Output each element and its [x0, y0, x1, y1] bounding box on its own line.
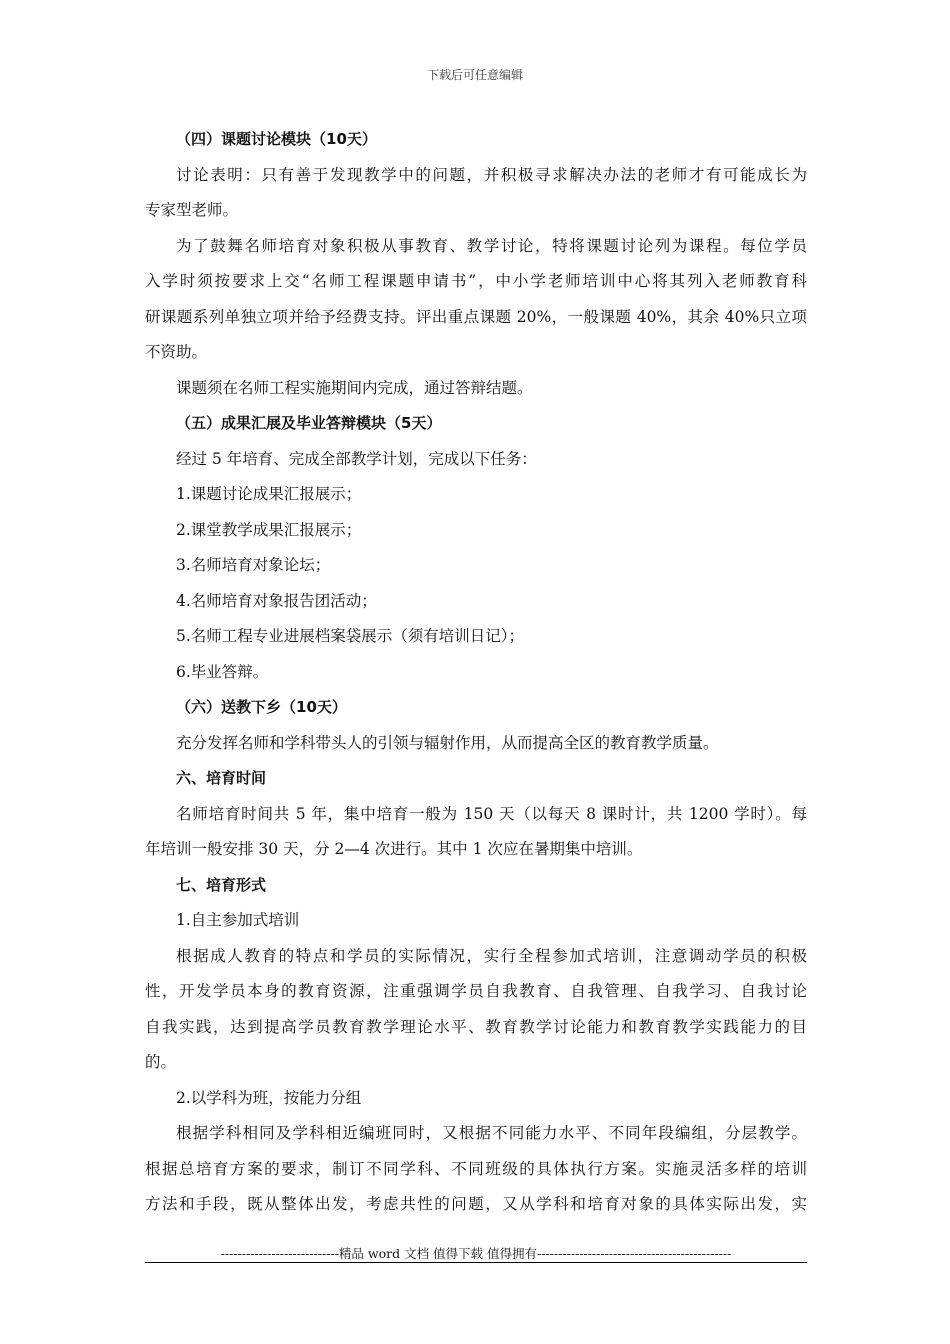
- footer-rule: [145, 1262, 807, 1263]
- paragraph-first-line: 讨论表明：只有善于发现教学中的问题，并积极寻求解决办法的老师才有可能成长为: [176, 165, 807, 184]
- paragraph-first-line: 3.名师培育对象论坛；: [176, 556, 331, 574]
- paragraph-first-line: 经过 5 年培育、完成全部教学计划，完成以下任务：: [176, 449, 537, 468]
- paragraph-first-line: 根据学科相同及学科相近编班同时，又根据不同能力水平、不同年段编组，分层教学。: [176, 1124, 807, 1142]
- paragraph-first-line: 5.名师工程专业进展档案袋展示（须有培训日记）；: [176, 627, 525, 645]
- paragraph-line: 的。: [145, 1053, 177, 1071]
- section-heading: 七、培育形式: [176, 875, 267, 894]
- paragraph-first-line: 根据成人教育的特点和学员的实际情况，实行全程参加式培训，注意调动学员的积极: [176, 946, 807, 965]
- section-heading: （六）送教下乡（10天）: [176, 698, 347, 716]
- paragraph-first-line: 2.课堂教学成果汇报展示；: [176, 520, 362, 539]
- paragraph-line: 根据总培育方案的要求，制订不同学科、不同班级的具体执行方案。实施灵活多样的培训: [145, 1159, 807, 1178]
- paragraph-line: 性，开发学员本身的教育资源，注重强调学员自我教育、自我管理、自我学习、自我讨论: [145, 982, 807, 1000]
- paragraph-first-line: 1.自主参加式培训: [176, 911, 300, 929]
- paragraph-line: 年培训一般安排 30 天，分 2—4 次进行。其中 1 次应在暑期集中培训。: [145, 840, 643, 858]
- paragraph-first-line: 充分发挥名师和学科带头人的引领与辐射作用，从而提高全区的教育教学质量。: [176, 733, 719, 752]
- document-body: [145, 122, 807, 1223]
- paragraph-first-line: 课题须在名师工程实施期间内完成，通过答辩结题。: [176, 378, 533, 397]
- page-footer: ----------------------------精品 word 文档 值得下载 值得拥有----------------------------------------------: [220, 1246, 732, 1261]
- section-heading: 六、培育时间: [176, 769, 267, 787]
- paragraph-first-line: 1.课题讨论成果汇报展示；: [176, 485, 362, 503]
- paragraph-line: 不资助。: [145, 343, 208, 361]
- paragraph-first-line: 4.名师培育对象报告团活动；: [176, 591, 377, 610]
- paragraph-line: 研课题系列单独立项并给予经费支持。评出重点课题 20%，一般课题 40%，其余 40%只立项: [145, 307, 807, 326]
- paragraph-line: 入学时须按要求上交“名师工程课题申请书”，中小学老师培训中心将其列入老师教育科: [145, 272, 807, 290]
- section-heading: （五）成果汇展及毕业答辩模块（5天）: [176, 414, 442, 432]
- paragraph-line: 方法和手段，既从整体出发，考虑共性的问题，又从学科和培育对象的具体实际出发，实: [145, 1195, 807, 1213]
- paragraph-line: 专家型老师。: [145, 201, 239, 219]
- paragraph-first-line: 为了鼓舞名师培育对象积极从事教育、教学讨论，特将课题讨论列为课程。每位学员: [176, 236, 807, 255]
- paragraph-first-line: 6.毕业答辩。: [176, 662, 269, 681]
- paragraph-first-line: 名师培育时间共 5 年，集中培育一般为 150 天（以每天 8 课时计，共 1200 学时）。每: [176, 804, 807, 823]
- page-header: 下载后可任意编辑: [426, 68, 523, 82]
- paragraph-first-line: 2.以学科为班，按能力分组: [176, 1088, 362, 1107]
- section-heading: （四）课题讨论模块（10天）: [176, 130, 377, 148]
- paragraph-line: 自我实践，达到提高学员教育教学理论水平、教育教学讨论能力和教育教学实践能力的目: [145, 1017, 807, 1036]
